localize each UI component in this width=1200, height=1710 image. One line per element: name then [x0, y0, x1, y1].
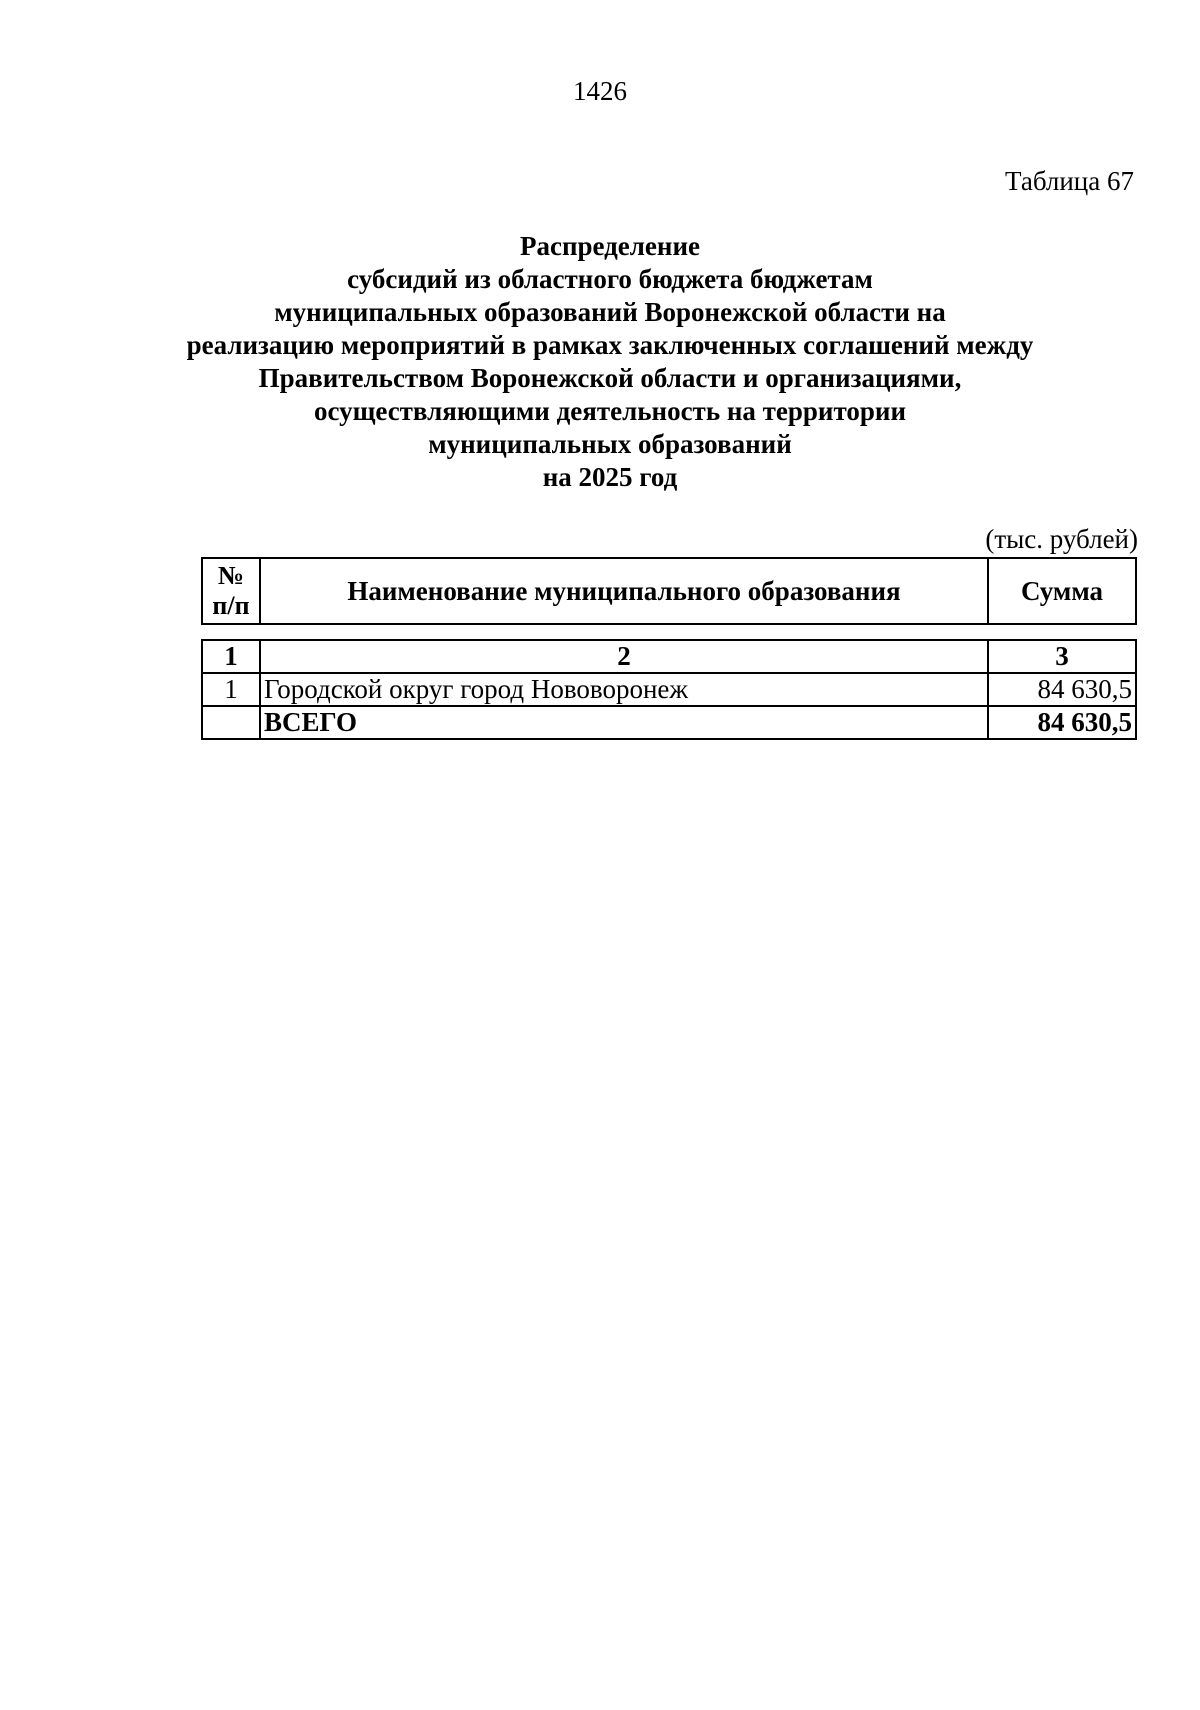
title-line: на 2025 год — [542, 462, 678, 492]
total-label-cell: ВСЕГО — [260, 706, 988, 739]
title-line: субсидий из областного бюджета бюджетам — [347, 264, 873, 294]
title-line: Правительством Воронежской области и организациями, — [258, 363, 962, 393]
table-row — [202, 673, 1136, 706]
title-line: реализацию мероприятий в рамках заключенных соглашений между — [186, 330, 1034, 360]
total-empty-cell — [202, 706, 260, 739]
title-line: муниципальных образований Воронежской области на — [274, 297, 946, 327]
row-sum-cell: 84 630,5 — [988, 673, 1136, 706]
column-number-cell: 3 — [988, 640, 1136, 673]
table-label: Таблица 67 — [1005, 166, 1134, 196]
header-num-abbr: п/п — [212, 591, 250, 620]
header-num-cell — [202, 558, 260, 624]
header-sum-cell: Сумма — [988, 558, 1136, 624]
data-table — [201, 639, 1137, 740]
page-number: 1426 — [573, 76, 627, 106]
row-name-cell: Городской округ город Нововоронеж — [260, 673, 988, 706]
column-number-cell: 1 — [202, 640, 260, 673]
title-line: Распределение — [519, 231, 701, 261]
total-sum-cell: 84 630,5 — [988, 706, 1136, 739]
document-title — [150, 230, 1070, 494]
header-row — [202, 558, 1136, 624]
table-header — [201, 557, 1137, 625]
title-line: муниципальных образований — [428, 429, 792, 459]
header-name-cell: Наименование муниципального образования — [260, 558, 988, 624]
header-num-symbol: № — [217, 561, 245, 590]
column-number-cell: 2 — [260, 640, 988, 673]
row-num-cell: 1 — [202, 673, 260, 706]
units-label: (тыс. рублей) — [985, 524, 1138, 554]
total-row — [202, 706, 1136, 739]
column-number-row — [202, 640, 1136, 673]
title-line: осуществляющими деятельность на территории — [313, 396, 907, 426]
